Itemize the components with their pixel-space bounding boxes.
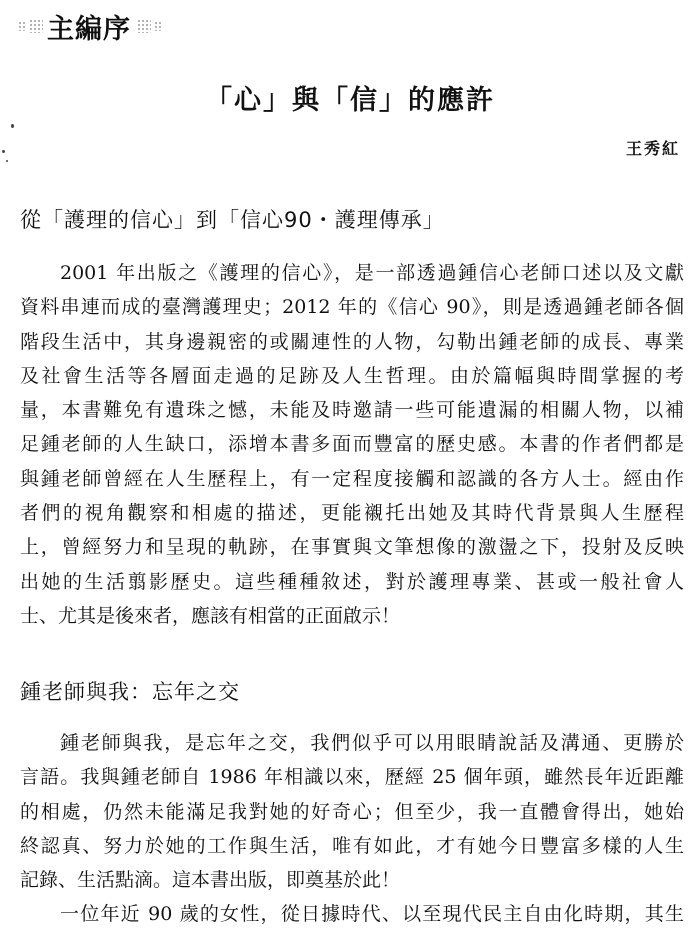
- text-line: 足鍾老師的人生缺口，添增本書多面而豐富的歷史感。本書的作者們都是: [20, 433, 684, 456]
- halftone-decoration: [154, 21, 162, 31]
- section-heading: 鍾老師與我：忘年之交: [20, 680, 240, 704]
- text-line: 及社會生活等各層面走過的足跡及人生哲理。由於篇幅與時間掌握的考: [20, 364, 684, 387]
- text-line: 的相處，仍然未能滿足我對她的好奇心；但至少，我一直體會得出，她始: [20, 800, 684, 823]
- page-title: 「心」與「信」的應許: [205, 85, 495, 116]
- text-line: 終認真、努力於她的工作與生活，唯有如此，才有她今日豐富多樣的人生: [20, 834, 684, 857]
- text-line: 記錄、生活點滴。這本書出版，即奠基於此！: [20, 869, 401, 892]
- section-label-text: 主編序: [47, 13, 131, 45]
- text-line: 者們的視角觀察和相處的描述，更能襯托出她及其時代背景與人生歷程: [20, 502, 684, 525]
- paragraph: [20, 726, 684, 897]
- text-line: 階段生活中，其身邊親密的或關連性的人物，勾勒出鍾老師的成長、專業: [20, 330, 684, 353]
- paragraph: [20, 897, 684, 931]
- text-line: 言語。我與鍾老師自 1986 年相識以來，歷經 25 個年頭，雖然長年近距離: [20, 766, 684, 789]
- author-name: 王秀紅: [625, 139, 680, 158]
- halftone-decoration: [29, 19, 43, 33]
- text-line: 出她的生活翦影歷史。這些種種敘述，對於護理專業、甚或一般社會人: [20, 570, 684, 593]
- section-heading: 從「護理的信心」到「信心90・護理傳承」: [20, 208, 445, 232]
- text-line: 士、尤其是後來者，應該有相當的正面啟示！: [20, 604, 401, 627]
- text-line: 上，曾經努力和呈現的軌跡，在事實與文筆想像的激盪之下，投射及反映: [20, 536, 684, 559]
- paragraph: [20, 256, 684, 633]
- text-line: 與鍾老師曾經在人生歷程上，有一定程度接觸和認識的各方人士。經由作: [20, 467, 684, 490]
- text-line: 量，本書難免有遺珠之憾，未能及時邀請一些可能遺漏的相關人物，以補: [20, 399, 684, 422]
- text-line: 2001 年出版之《護理的信心》，是一部透過鍾信心老師口述以及文獻: [60, 262, 684, 284]
- scan-speck: [11, 124, 14, 128]
- halftone-decoration: [18, 21, 26, 31]
- text-line: 一位年近 90 歲的女性，從日據時代、以至現代民主自由化時期，其生: [60, 903, 684, 925]
- text-line: 資料串連而成的臺灣護理史；2012 年的《信心 90》，則是透過鍾老師各個: [20, 296, 684, 319]
- section-label: [18, 8, 162, 44]
- scan-speck: [2, 150, 5, 153]
- halftone-decoration: [137, 19, 151, 33]
- scan-speck: [6, 160, 8, 162]
- text-line: 鍾老師與我，是忘年之交，我們似乎可以用眼睛說話及溝通、更勝於: [60, 732, 684, 754]
